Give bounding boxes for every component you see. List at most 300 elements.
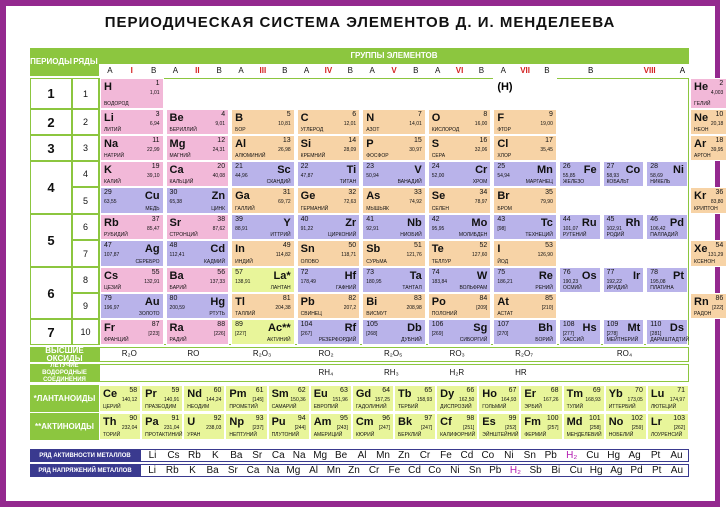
element-symbol: Cr — [475, 164, 488, 176]
element-symbol: Pr — [145, 388, 157, 400]
element-name: БОР — [235, 127, 246, 133]
atomic-number: 50 — [348, 242, 357, 249]
element-name: ГЕРМАНИЙ — [300, 206, 329, 212]
element-b — [231, 109, 295, 135]
f-element-er — [520, 385, 562, 412]
element-name: МОЛИБДЕН — [458, 232, 488, 238]
atomic-mass: 85,47 — [147, 226, 160, 232]
element-symbol: Ba — [169, 270, 184, 282]
atomic-number: 102 — [631, 415, 643, 422]
atomic-mass: [270] — [497, 331, 509, 337]
element-symbol: P — [366, 138, 374, 150]
voltage-series-item: Rb — [165, 465, 179, 476]
element-la — [231, 267, 295, 293]
voltage-series-item: Mn — [326, 465, 341, 476]
atomic-mass: 88,91 — [235, 226, 248, 232]
atomic-number: 46 — [650, 216, 659, 223]
element-name: СВИНЕЦ — [300, 311, 322, 317]
atomic-mass: [269] — [431, 331, 443, 337]
element-name: ТУЛИЙ — [566, 404, 584, 410]
period-number: 5 — [30, 214, 72, 267]
atomic-number: 26 — [562, 163, 571, 170]
element-pd — [646, 214, 688, 240]
atomic-number: 47 — [104, 242, 112, 249]
element-symbol: Y — [283, 217, 291, 229]
higher-oxide-formula: RO₂ — [318, 349, 334, 358]
lanthanides-label: *ЛАНТАНОИДЫ — [30, 385, 99, 412]
element-symbol: Bi — [366, 296, 378, 308]
atomic-number: 28 — [650, 163, 659, 170]
element-cs — [100, 267, 164, 293]
element-symbol: Np — [229, 416, 245, 428]
atomic-number: 89 — [235, 321, 243, 328]
atomic-number: 100 — [546, 415, 559, 422]
f-element-fm — [520, 413, 562, 440]
higher-oxide-formula: R₂O₅ — [384, 349, 403, 358]
atomic-number: 2 — [719, 80, 724, 87]
page-title: ПЕРИОДИЧЕСКАЯ СИСТЕМА ЭЛЕМЕНТОВ Д. И. МЕНДЕЛЕЕВА — [104, 14, 616, 31]
atomic-number: 5 — [286, 111, 291, 118]
atomic-number: 34 — [479, 189, 488, 196]
subgroup-label: VIII — [623, 64, 675, 76]
atomic-number: 70 — [635, 387, 643, 394]
element-name: НЕПТУНИЙ — [229, 432, 257, 438]
atomic-mass: 79,90 — [540, 199, 553, 205]
atomic-number: 52 — [479, 242, 488, 249]
element-symbol: Na — [104, 138, 119, 150]
atomic-number: 56 — [217, 269, 226, 276]
element-name: НИОБИЙ — [400, 232, 422, 238]
atomic-number: 41 — [366, 216, 375, 223]
atomic-number: 94 — [297, 415, 306, 422]
atomic-mass: [244] — [294, 425, 306, 431]
element-name: МЫШЬЯК — [366, 206, 389, 212]
atomic-mass: 47,87 — [300, 173, 314, 179]
element-name: ПРОМЕТИЙ — [229, 404, 258, 410]
atomic-mass: 140,91 — [163, 397, 180, 403]
element-name: ЛЮТЕЦИЙ — [650, 404, 677, 410]
f-element-no — [605, 413, 647, 440]
element-symbol: No — [608, 416, 624, 428]
element-symbol: Gd — [355, 388, 372, 400]
element-c — [297, 109, 361, 135]
atomic-number: 38 — [217, 216, 226, 223]
element-name: БАРИЙ — [169, 285, 187, 291]
atomic-mass: 107,87 — [104, 252, 120, 258]
element-name: ТАНТАЛ — [402, 285, 422, 291]
element-rn — [690, 293, 727, 319]
element-name: АЗОТ — [366, 127, 380, 133]
atomic-number: 101 — [589, 415, 601, 422]
element-symbol: Xe — [694, 243, 708, 255]
atomic-number: 23 — [366, 163, 375, 170]
atomic-mass: 72,63 — [343, 199, 357, 205]
period-number: 1 — [30, 78, 72, 109]
element-br — [493, 187, 557, 214]
atomic-mass: [277] — [562, 331, 574, 337]
element-ba — [166, 267, 230, 293]
element-symbol: Ce — [103, 388, 118, 400]
activity-series-item: Au — [670, 450, 683, 461]
voltage-series-item: Ba — [206, 465, 219, 476]
atomic-mass: [98] — [497, 226, 506, 232]
atomic-mass: [226] — [213, 331, 226, 337]
subgroup-label: A — [99, 64, 121, 76]
element-symbol: La* — [273, 270, 291, 282]
element-symbol: O — [431, 112, 441, 124]
activity-series-item: Co — [481, 450, 495, 461]
atomic-mass: 50,94 — [366, 173, 379, 179]
activity-series-item: Ca — [271, 450, 285, 461]
atomic-mass: [222] — [712, 305, 724, 311]
element-au — [100, 293, 164, 319]
atomic-number: 88 — [217, 321, 226, 328]
atomic-number: 73 — [366, 269, 375, 276]
atomic-mass: 195,08 — [650, 279, 666, 285]
hydrogen-parenthesis-box: (H) — [493, 78, 557, 109]
atomic-mass: 114,82 — [275, 252, 291, 258]
voltage-series-item: H₂ — [509, 465, 521, 476]
element-name: ИТТРИЙ — [270, 232, 291, 238]
atomic-number: 107 — [497, 321, 510, 328]
atomic-mass: [281] — [650, 331, 662, 337]
element-hs — [559, 319, 601, 345]
atomic-number: 78 — [650, 269, 659, 276]
element-hf — [297, 267, 361, 293]
atomic-mass: 127,60 — [472, 252, 488, 258]
element-name: МЕДЬ — [145, 206, 160, 212]
element-name: ДАРМШТАДТИЙ — [650, 337, 690, 343]
period-number: 7 — [30, 319, 72, 345]
atomic-mass: 178,49 — [300, 279, 316, 285]
atomic-number: 18 — [715, 137, 724, 144]
element-symbol: Ta — [409, 270, 422, 282]
element-symbol: Ra — [169, 322, 184, 334]
element-name: БОРИЙ — [535, 337, 553, 343]
element-ge — [297, 187, 361, 214]
f-element-u — [183, 413, 225, 440]
row-number: 3 — [72, 135, 99, 161]
element-symbol: Th — [103, 416, 117, 428]
activity-series-item: Ag — [628, 450, 641, 461]
element-symbol: Co — [625, 164, 641, 176]
activity-series-item: Mn — [376, 450, 390, 461]
element-kr — [690, 187, 727, 214]
element-nb — [362, 214, 426, 240]
atomic-mass: [257] — [547, 425, 559, 431]
element-name: ГЕЛИЙ — [694, 101, 711, 107]
atomic-number: 15 — [413, 137, 422, 144]
subgroup-label: V — [383, 64, 405, 76]
atomic-number: 74 — [431, 269, 440, 276]
period-number: 6 — [30, 267, 72, 319]
atomic-mass: 174,97 — [669, 397, 685, 403]
atomic-mass: 58,69 — [650, 173, 663, 179]
element-cl — [493, 135, 557, 161]
hydride-formula: HR — [515, 368, 527, 377]
element-symbol: Os — [581, 270, 597, 282]
atomic-mass: 87,62 — [212, 226, 226, 232]
element-symbol: Sb — [366, 243, 381, 255]
atomic-number: 110 — [650, 321, 662, 328]
element-name: СТРОНЦИЙ — [169, 232, 198, 238]
f-element-nd — [183, 385, 225, 412]
element-na — [100, 135, 164, 161]
element-symbol: Sm — [271, 388, 289, 400]
element-name: КРИПТОН — [694, 206, 718, 212]
f-element-pu — [268, 413, 310, 440]
element-name: РУТЕНИЙ — [562, 232, 587, 238]
element-ds — [646, 319, 688, 345]
element-symbol: N — [366, 112, 375, 124]
element-symbol: Cs — [104, 270, 119, 282]
atomic-number: 104 — [300, 321, 313, 328]
element-name: ВАНАДИЙ — [397, 179, 422, 185]
element-mg — [166, 135, 230, 161]
atomic-number: 16 — [479, 137, 488, 144]
atomic-number: 99 — [508, 415, 517, 422]
element-symbol: Ca — [169, 164, 184, 176]
element-name: АСТАТ — [497, 311, 513, 317]
atomic-number: 65 — [424, 387, 433, 394]
element-symbol: Dy — [440, 388, 455, 400]
voltage-series-item: Pd — [630, 465, 643, 476]
element-name: НОБЕЛИЙ — [608, 432, 634, 438]
element-name: КЮРИЙ — [355, 432, 375, 438]
atomic-mass: 164,93 — [501, 397, 517, 403]
element-name: СЕРА — [431, 153, 446, 159]
element-ga — [231, 187, 295, 214]
atomic-mass: 69,72 — [278, 199, 291, 205]
element-name: ЛАНТАН — [270, 285, 291, 291]
element-mo — [428, 214, 492, 240]
element-name: АКТИНИЙ — [266, 337, 291, 343]
atomic-mass: [262] — [673, 425, 685, 431]
element-cd — [166, 240, 230, 267]
atomic-mass: [243] — [336, 425, 348, 431]
element-name: ЗОЛОТО — [138, 311, 160, 317]
element-name: РАДОН — [694, 311, 712, 317]
element-symbol: Md — [566, 416, 583, 428]
element-ag — [100, 240, 164, 267]
element-symbol: Se — [431, 190, 446, 202]
atomic-number: 91 — [171, 415, 180, 422]
element-cu — [100, 187, 164, 214]
element-name: ТЕРБИЙ — [398, 404, 419, 410]
atomic-number: 37 — [151, 216, 160, 223]
atomic-number: 19 — [151, 163, 160, 170]
atomic-mass: 151,96 — [332, 397, 348, 403]
element-al — [231, 135, 295, 161]
hydride-formula: H₂R — [449, 368, 465, 377]
element-co — [603, 161, 645, 187]
element-symbol: Zr — [345, 217, 357, 229]
atomic-number: 77 — [606, 269, 615, 276]
element-s — [428, 135, 492, 161]
atomic-mass: 180,95 — [366, 279, 382, 285]
atomic-mass: 231,04 — [163, 425, 180, 431]
element-os — [559, 267, 601, 293]
element-mn — [493, 161, 557, 187]
atomic-mass: [237] — [252, 425, 264, 431]
f-element-ce — [99, 385, 141, 412]
element-name: КАЛИФОРНИЙ — [440, 432, 476, 438]
f-element-pr — [141, 385, 183, 412]
element-symbol: Bh — [538, 322, 553, 334]
voltage-series-item: Cd — [408, 465, 421, 476]
activity-series-item: Cu — [586, 450, 600, 461]
atomic-number: 20 — [217, 163, 226, 170]
atomic-mass: 24,31 — [212, 147, 226, 153]
element-name: НЕОН — [694, 127, 709, 133]
atomic-mass: 118,71 — [341, 252, 357, 258]
element-db — [362, 319, 426, 345]
element-name: МАГНИЙ — [169, 153, 191, 159]
row-number: 2 — [72, 109, 99, 135]
element-mt — [603, 319, 645, 345]
atomic-number: 57 — [235, 269, 243, 276]
element-symbol: As — [366, 190, 381, 202]
atomic-mass: [268] — [366, 331, 378, 337]
f-element-cm — [352, 413, 394, 440]
element-sn — [297, 240, 361, 267]
subgroup-label: II — [186, 64, 208, 76]
element-name: АЛЮМИНИЙ — [235, 153, 266, 159]
element-n — [362, 109, 426, 135]
element-rh — [603, 214, 645, 240]
atomic-mass: [251] — [463, 425, 475, 431]
element-symbol: Fe — [583, 164, 597, 176]
element-se — [428, 187, 492, 214]
atomic-number: 54 — [715, 242, 724, 249]
atomic-number: 95 — [340, 415, 348, 422]
atomic-number: 31 — [282, 189, 291, 196]
element-sb — [362, 240, 426, 267]
atomic-number: 97 — [424, 415, 433, 422]
atomic-mass: 19,00 — [540, 121, 553, 127]
atomic-number: 71 — [677, 387, 685, 394]
element-symbol: Si — [300, 138, 312, 150]
atomic-number: 22 — [300, 163, 309, 170]
atomic-number: 103 — [673, 415, 685, 422]
voltage-series-item: Bi — [551, 465, 561, 476]
atomic-number: 75 — [497, 269, 506, 276]
element-name: ТАЛЛИЙ — [235, 311, 256, 317]
atomic-number: 32 — [348, 189, 357, 196]
element-name: ГАФНИЙ — [336, 285, 357, 291]
atomic-number: 93 — [255, 415, 264, 422]
f-element-am — [310, 413, 352, 440]
subgroup-label: B — [536, 64, 558, 76]
hydride-formula: RH₃ — [384, 368, 399, 377]
atomic-number: 68 — [550, 387, 559, 394]
voltage-series-item: Li — [148, 465, 156, 476]
f-element-pa — [141, 413, 183, 440]
element-symbol: Pb — [300, 296, 315, 308]
element-zn — [166, 187, 230, 214]
atomic-mass: 65,38 — [169, 199, 183, 205]
row-number: 7 — [72, 240, 99, 267]
element-name: ОСМИЙ — [562, 285, 582, 291]
f-element-np — [225, 413, 267, 440]
element-symbol: F — [497, 112, 505, 124]
row-number: 8 — [72, 267, 99, 293]
atomic-number: 29 — [104, 189, 112, 196]
element-rb — [100, 214, 164, 240]
voltage-series-item: Ni — [450, 465, 460, 476]
subgroup-label: A — [165, 64, 187, 76]
atomic-mass: 158,93 — [416, 397, 433, 403]
row-number: 4 — [72, 161, 99, 187]
atomic-mass: 186,21 — [497, 279, 513, 285]
atomic-mass: 102,91 — [606, 226, 622, 232]
element-name: ФЕРМИЙ — [524, 432, 547, 438]
element-name: ХЛОР — [497, 153, 512, 159]
atomic-mass: [267] — [300, 331, 312, 337]
element-name: ФОСФОР — [366, 153, 389, 159]
element-be — [166, 109, 230, 135]
atomic-mass: 138,91 — [235, 279, 251, 285]
f-element-cf — [436, 413, 478, 440]
atomic-mass: 22,99 — [147, 147, 160, 153]
atomic-number: 4 — [221, 111, 226, 118]
atomic-number: 64 — [382, 387, 390, 394]
atomic-mass: 140,12 — [121, 397, 138, 403]
atomic-number: 98 — [466, 415, 475, 422]
element-symbol: Tc — [540, 217, 553, 229]
element-name: ГАДОЛИНИЙ — [355, 404, 387, 410]
f-element-tb — [394, 385, 436, 412]
atomic-mass: [210] — [541, 305, 553, 311]
element-name: ВИСМУТ — [366, 311, 388, 317]
atomic-number: 6 — [352, 111, 357, 118]
element-name: СКАНДИЙ — [266, 179, 291, 185]
atomic-mass: 200,59 — [169, 305, 185, 311]
element-ca — [166, 161, 230, 187]
activity-series-item: Be — [335, 450, 348, 461]
element-symbol: Be — [169, 112, 184, 124]
atomic-mass: 190,23 — [562, 279, 579, 285]
element-name: РТУТЬ — [209, 311, 226, 317]
element-name: ПРАЗЕОДИМ — [145, 404, 177, 410]
f-element-es — [478, 413, 520, 440]
row-number: 6 — [72, 214, 99, 240]
atomic-mass: 121,76 — [406, 252, 422, 258]
atomic-mass: 35,45 — [540, 147, 553, 153]
higher-oxide-formula: RO — [187, 349, 200, 358]
element-symbol: Kr — [694, 190, 707, 202]
atomic-mass: 44,96 — [235, 173, 248, 179]
element-symbol: Pu — [271, 416, 286, 428]
atomic-number: 25 — [497, 163, 506, 170]
element-symbol: Cl — [497, 138, 509, 150]
atomic-mass: 20,18 — [710, 121, 724, 127]
element-name: ЖЕЛЕЗО — [562, 179, 585, 185]
higher-oxide-formula: R₂O₃ — [252, 349, 272, 358]
f-element-lr — [647, 413, 689, 440]
atomic-number: 59 — [171, 387, 180, 394]
element-name: ФРАНЦИЙ — [104, 337, 129, 343]
atomic-mass: 28,09 — [343, 147, 357, 153]
voltage-series-item: Sb — [529, 465, 542, 476]
atomic-mass: 208,98 — [406, 305, 422, 311]
activity-series-item: Na — [292, 450, 306, 461]
voltage-series-item: Hg — [589, 465, 603, 476]
atomic-number: 83 — [413, 295, 422, 302]
atomic-number: 90 — [129, 415, 138, 422]
voltage-series-item: Ca — [246, 465, 260, 476]
atomic-number: 51 — [413, 242, 422, 249]
